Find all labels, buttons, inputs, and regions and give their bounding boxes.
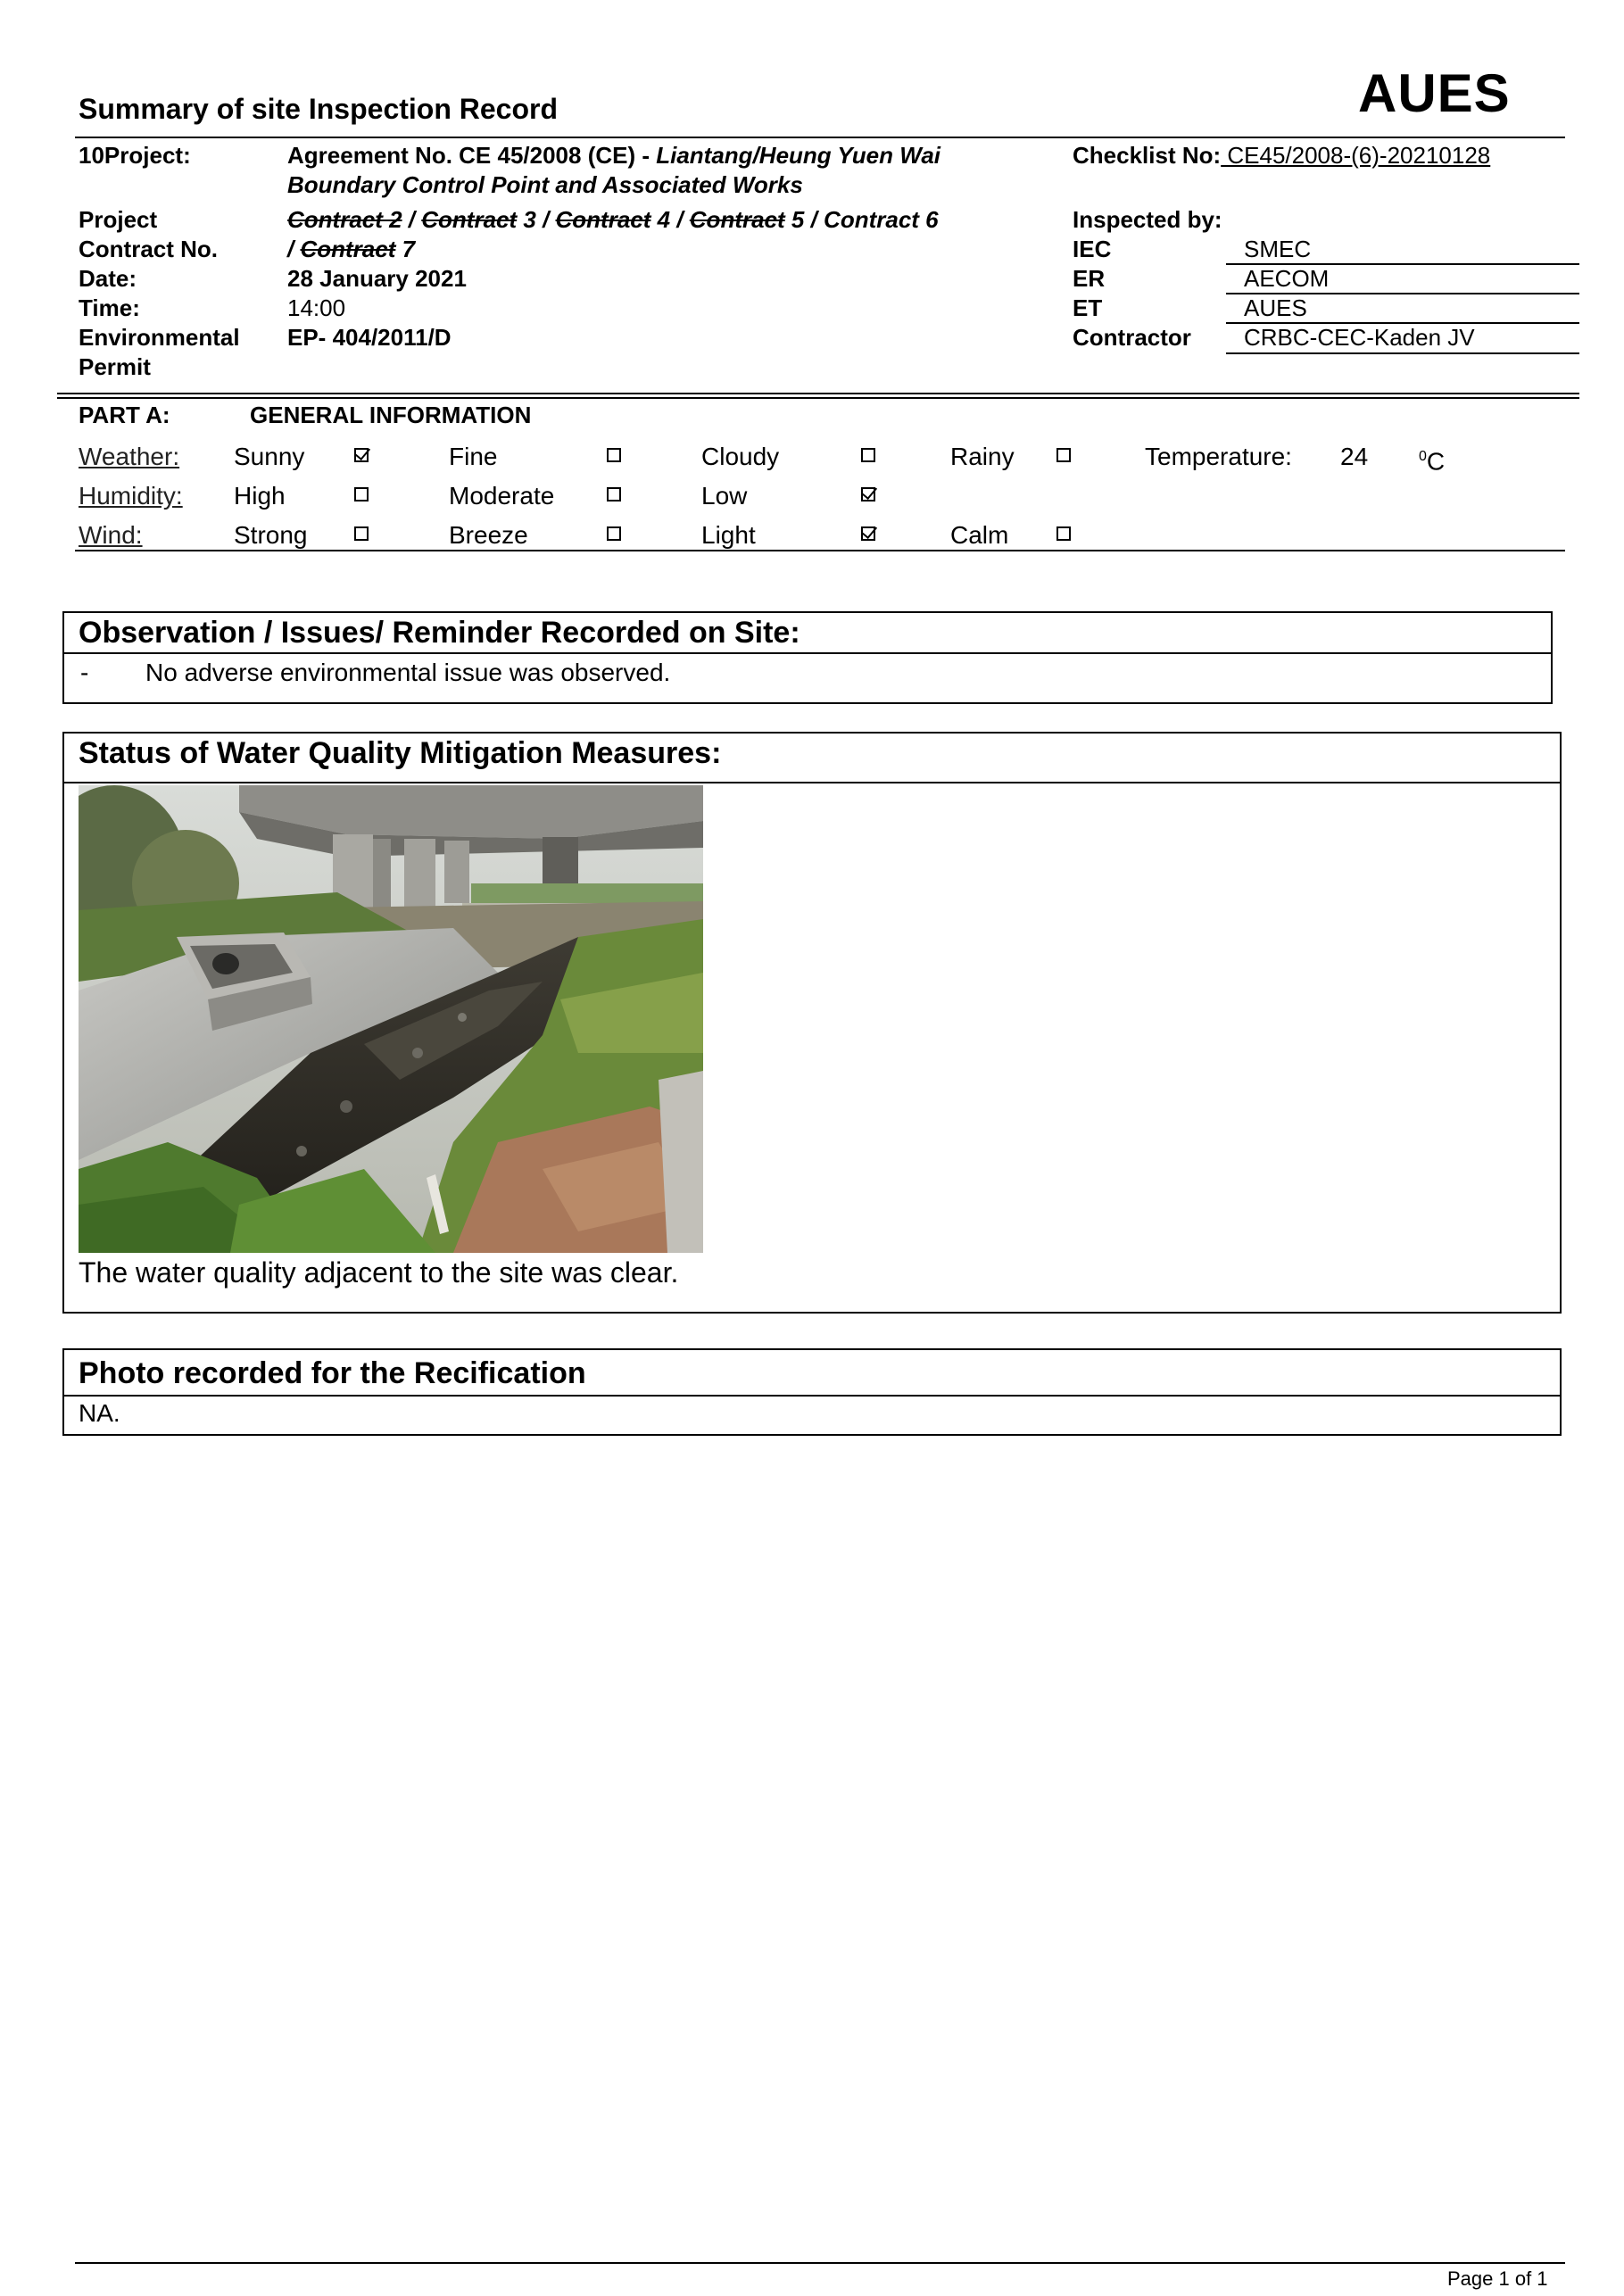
section-rule-top <box>57 393 1579 394</box>
brand-logo: AUES <box>1358 63 1511 123</box>
wind-label: Wind: <box>79 521 143 549</box>
header-rule <box>75 137 1565 138</box>
inspected-by-label: Inspected by: <box>1073 206 1222 233</box>
temperature-label: Temperature: <box>1145 443 1292 470</box>
water-quality-title: Status of Water Quality Mitigation Measures: <box>79 736 722 770</box>
observation-box <box>62 611 1553 704</box>
light-checkbox[interactable] <box>861 526 875 541</box>
permit-value: EP- 404/2011/D <box>287 324 452 351</box>
site-photo-image <box>79 785 703 1253</box>
high-checkbox[interactable] <box>354 487 369 501</box>
part-a-rule <box>75 550 1565 551</box>
wind-option-strong: Strong <box>234 521 308 549</box>
calm-checkbox[interactable] <box>1056 526 1071 541</box>
inspector-role-contractor: Contractor <box>1073 324 1191 351</box>
wind-option-breeze: Breeze <box>449 521 528 549</box>
inspector-name-contractor: CRBC-CEC-Kaden JV <box>1244 324 1475 351</box>
footer-rule <box>75 2262 1565 2264</box>
contract-list: Contract 2 / Contract 3 / Contract 4 / Contract 5 / Contract 6 / Contract 7 <box>287 206 939 262</box>
inspector-role-er: ER <box>1073 265 1106 292</box>
sunny-checkbox[interactable] <box>354 448 369 462</box>
time-label: Time: <box>79 294 140 321</box>
water-quality-box <box>62 732 1562 1314</box>
inspector-role-iec: IEC <box>1073 236 1112 262</box>
project-label: 10Project: <box>79 142 191 169</box>
inspector-name-iec: SMEC <box>1244 236 1312 262</box>
wind-option-light: Light <box>701 521 756 549</box>
inspector-name-er: AECOM <box>1244 265 1330 292</box>
project-value: Agreement No. CE 45/2008 (CE) - Liantang/Heung Yuen Wai Boundary Control Point and Associated Works <box>287 142 941 198</box>
humidity-option-moderate: Moderate <box>449 482 555 510</box>
part-a-label: PART A: <box>79 402 170 428</box>
humidity-option-low: Low <box>701 482 748 510</box>
weather-option-cloudy: Cloudy <box>701 443 780 470</box>
wind-option-calm: Calm <box>950 521 1009 549</box>
strong-checkbox[interactable] <box>354 526 369 541</box>
contract-label: Project Contract No. <box>79 206 218 262</box>
breeze-checkbox[interactable] <box>607 526 621 541</box>
rectification-box <box>62 1348 1562 1436</box>
moderate-checkbox[interactable] <box>607 487 621 501</box>
weather-option-rainy: Rainy <box>950 443 1015 470</box>
observation-title: Observation / Issues/ Reminder Recorded on Site: <box>79 616 800 650</box>
weather-option-sunny: Sunny <box>234 443 305 470</box>
time-value: 14:00 <box>287 294 346 321</box>
weather-option-fine: Fine <box>449 443 498 470</box>
observation-text: No adverse environmental issue was observed. <box>145 659 671 686</box>
low-checkbox[interactable] <box>861 487 875 501</box>
section-rule-bottom <box>57 397 1579 399</box>
rectification-divider <box>64 1395 1560 1397</box>
weather-label: Weather: <box>79 443 180 470</box>
rainy-checkbox[interactable] <box>1056 448 1071 462</box>
humidity-label: Humidity: <box>79 482 183 510</box>
site-photo <box>79 785 703 1253</box>
water-quality-caption: The water quality adjacent to the site was clear. <box>79 1256 679 1289</box>
inspector-rule <box>1226 352 1579 354</box>
inspector-role-et: ET <box>1073 294 1103 321</box>
rectification-text: NA. <box>79 1399 120 1427</box>
date-label: Date: <box>79 265 137 292</box>
water-quality-divider <box>64 782 1560 783</box>
part-a-title: GENERAL INFORMATION <box>250 402 532 428</box>
page-title: Summary of site Inspection Record <box>79 93 559 125</box>
page-number: Page 1 of 1 <box>1447 2267 1548 2290</box>
permit-label: Environmental Permit <box>79 324 240 380</box>
temperature-value: 24 <box>1340 443 1369 470</box>
fine-checkbox[interactable] <box>607 448 621 462</box>
rectification-title: Photo recorded for the Recification <box>79 1356 586 1390</box>
observation-bullet: - <box>80 659 89 686</box>
inspector-name-et: AUES <box>1244 294 1307 321</box>
humidity-option-high: High <box>234 482 286 510</box>
cloudy-checkbox[interactable] <box>861 448 875 462</box>
checklist-number: Checklist No: CE45/2008-(6)-20210128 <box>1073 142 1491 169</box>
date-value: 28 January 2021 <box>287 265 467 292</box>
temperature-unit: $^0$C <box>1419 447 1446 476</box>
observation-divider <box>64 652 1551 654</box>
